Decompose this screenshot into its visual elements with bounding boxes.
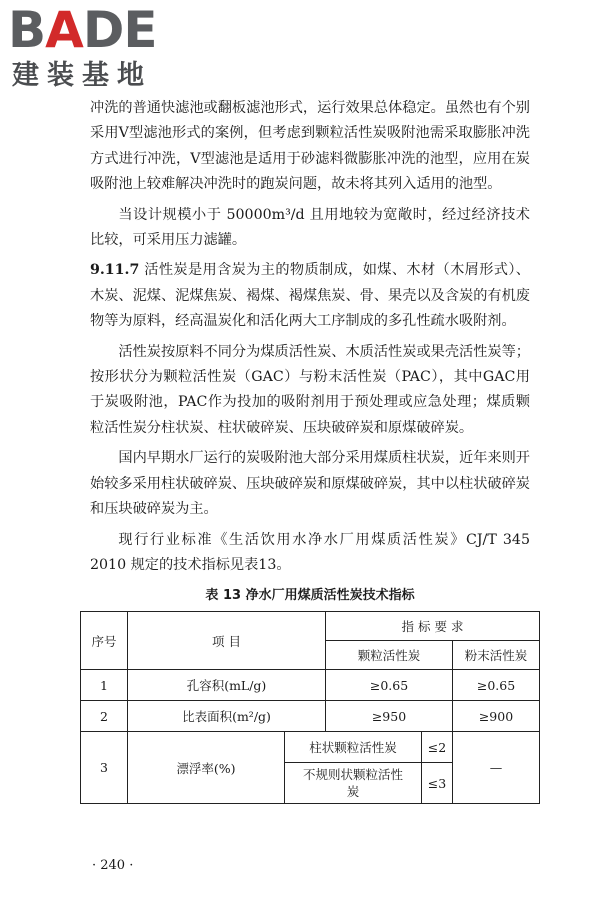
header-requirement: 指 标 要 求 <box>326 612 540 641</box>
row-1-item: 孔容积(mL/g) <box>128 670 326 701</box>
header-item: 项 目 <box>128 612 326 670</box>
header-pac: 粉末活性炭 <box>453 641 540 670</box>
table-row <box>81 701 540 732</box>
row-3-sub1-cell <box>285 732 453 763</box>
row-3-sub2-value: ≤3 <box>427 775 447 791</box>
paragraph-3 <box>90 258 530 334</box>
logo-subtitle: 建装基地 <box>12 60 152 91</box>
paragraph-4: 活性炭按原料不同分为煤质活性炭、木质活性炭或果壳活性炭等；按形状分为颗粒活性炭（GAC）与粉末活性炭（PAC），其中GAC用于炭吸附池，PAC作为投加的吸附剂用于预处理或应急处理；煤质颗粒活性炭分柱状炭、柱状破碎炭、压块破碎炭和原煤破碎炭。 <box>90 343 530 436</box>
logo-wordmark <box>8 1 178 59</box>
site-logo <box>8 1 178 96</box>
row-3-sub1-label: 柱状颗粒活性炭 <box>285 732 422 762</box>
row-3-sub2-cell <box>285 763 453 804</box>
activated-carbon-spec-table <box>80 611 540 804</box>
row-2-pac: ≥900 <box>453 701 540 732</box>
logo-letter-a: A <box>45 1 83 59</box>
row-3-pac: — <box>453 732 540 804</box>
header-gac: 颗粒活性炭 <box>326 641 453 670</box>
row-3-no: 3 <box>81 732 128 804</box>
row-2-item: 比表面积(m²/g) <box>128 701 326 732</box>
row-2-no: 2 <box>81 701 128 732</box>
paragraph-1: 冲洗的普通快滤池或翻板滤池形式，运行效果总体稳定。虽然也有个别采用V型滤池形式的案例，但考虑到颗粒活性炭吸附池需采取膨胀冲洗方式进行冲洗，V型滤池是适用于砂滤料微膨胀冲洗的池型，应用在炭吸附池上较难解决冲洗时的跑炭问题，故未将其列入适用的池型。 <box>90 100 530 193</box>
paragraph-6: 现行行业标准《生活饮用水净水厂用煤质活性炭》CJ/T 345 2010 规定的技术指标见表13。 <box>90 531 530 573</box>
logo-letters-de: DE <box>82 1 157 59</box>
row-2-gac: ≥950 <box>326 701 453 732</box>
table-row <box>81 670 540 701</box>
page-number: · 240 · <box>92 858 134 873</box>
row-3-sub1-value: ≤2 <box>427 739 447 755</box>
header-no: 序号 <box>81 612 128 670</box>
paragraph-3-text: 活性炭是用含炭为主的物质制成，如煤、木材（木屑形式）、木炭、泥煤、泥煤焦炭、褐煤、褐煤焦炭、骨、果壳以及含炭的有机废物等为原料，经高温炭化和活化两大工序制成的多孔性疏水吸附剂。 <box>90 262 530 330</box>
row-1-gac: ≥0.65 <box>326 670 453 701</box>
section-number: 9.11.7 <box>90 262 140 279</box>
document-body <box>90 96 530 804</box>
row-1-pac: ≥0.65 <box>453 670 540 701</box>
row-3-sub2-label: 不规则状颗粒活性炭 <box>285 763 422 803</box>
row-3-item: 漂浮率(%) <box>128 732 285 804</box>
row-1-no: 1 <box>81 670 128 701</box>
table-caption: 表 13 净水厂用煤质活性炭技术指标 <box>205 588 415 604</box>
paragraph-5: 国内早期水厂运行的炭吸附池大部分采用煤质柱状炭，近年来则开始较多采用柱状破碎炭、压块破碎炭和原煤破碎炭，其中以柱状破碎炭和压块破碎炭为主。 <box>90 450 530 518</box>
logo-letters-b: B <box>8 1 46 59</box>
table-row <box>81 732 540 763</box>
paragraph-2: 当设计规模小于 50000m³/d 且用地较为宽敞时，经过经济技术比较，可采用压力滤罐。 <box>90 206 530 249</box>
